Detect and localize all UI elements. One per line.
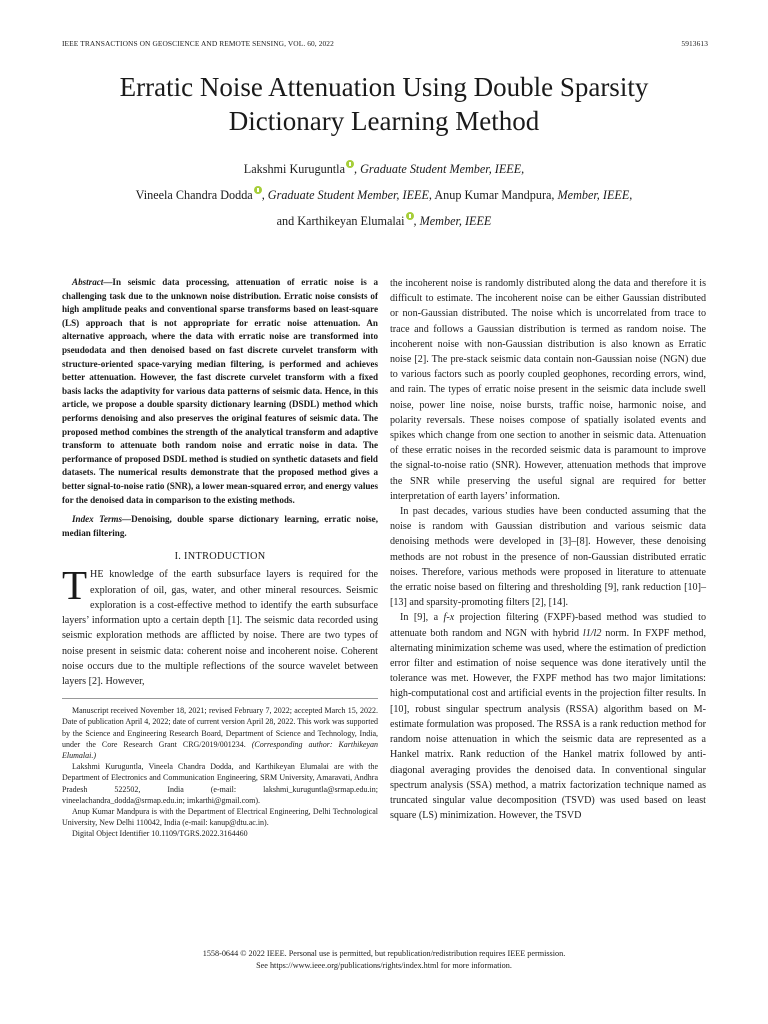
index-terms xyxy=(62,513,378,540)
abstract-text: —In seismic data processing, attenuation of erratic noise is a challenging task due to the unknown noise distribution. Erratic noise consists of high amplitude peaks and conventional sparse transforms based on least-square (LS) approach that is not appropriate for erratic noise attenuation. An alternative approach, where the data with erratic noise are transformed into pseudodata and then denoised based on fast discrete curvelet transform with structure-oriented space-varying median filtering, is performed and achieves better attenuation. However, the fast discrete curvelet transform with a fixed basis lacks the adaptivity for various data patterns of seismic data. Hence, in this article, we propose a double sparsity dictionary learning (DSDL) method which performs denoising and also preserves the original features of seismic data. The proposed method combines the strength of the analytical transform and adaptive transform to attenuate both random noise and erratic noise in data. The performance of proposed DSDL method is studied on synthetic datasets and field datasets. The numerical results demonstrate that the proposed method gives a better signal-to-noise ratio (SNR), a lower mean-squared error, and energy values for the denoised data in comparison to the existing methods. xyxy=(62,277,378,505)
right-column xyxy=(390,276,706,823)
body-paragraph: In [9], a f-x projection filtering (FXPF)-based method was studied to attenuate both random and NGN with hybrid l1/l2 norm. In FXPF method, alternating minimization scheme was used, where the estimation of prediction error filter and estimation of noise sequence was done iteratively until the tolerance was met. However, the FXPF method has two major limitations: high-computational cost and artificial events in the projection filter results. In [10], robust singular spectrum analysis (RSSA) algorithm based on M-estimate formulation was proposed. The RSSA is a rank reduction method for random noise attenuation in which the seismic data are represented as a Hankel matrix. Rank reduction of the Hankel matrix followed by anti-diagonal averaging provides the denoised data. In conventional singular spectrum analysis (SSA) method, a matrix factorization technique named as truncated singular value decomposition (TSVD) was used based on least square (LS) minimization. However, the TSVD xyxy=(390,612,706,822)
footnote-affiliation: Lakshmi Kuruguntla, Vineela Chandra Dodda, and Karthikeyan Elumalai are with the Department of Electronics and Communication Engineering, SRM University, Amaravati, Andhra Pradesh 522502, India (e-mail: lakshmi_kuruguntla@srmap.edu.in; vineelachandra_dodda@srmap.edu.in; imkarthi@gmail.com). xyxy=(62,762,378,805)
author-name: and Karthikeyan Elumalai xyxy=(276,214,405,228)
abstract xyxy=(62,276,378,507)
intro-text: HE knowledge of the earth subsurface layers is required for the exploration of oil, gas, water, and other mineral resources. Seismic exploration is a cost-effective method to identify the earth subsurface layers’ information upto a certain depth [1]. The seismic data recorded using seismic exploration methods are afflicted by noise. There are two types of noise present in seismic data: coherent noise and incoherent noise. Coherent noise occurs due to the multiple reflections of the source wavelet between layers [2]. However, xyxy=(62,569,378,687)
math-norm: l1/l2 xyxy=(582,627,602,639)
abstract-lead: Abstract xyxy=(72,277,104,287)
author-line-1 xyxy=(0,156,768,182)
author-membership: , Graduate Student Member, IEEE, xyxy=(353,162,525,176)
author-line-2 xyxy=(0,182,768,208)
author-membership: , Member, IEEE xyxy=(413,214,492,228)
section-heading: I. INTRODUCTION xyxy=(174,551,266,563)
body-paragraph: the incoherent noise is randomly distributed along the data and therefore it is difficult to estimate. The incoherent noise can be either Gaussian distributed or non-Gaussian distributed. The noise which is uncorrelated from trace to trace and follows a Gaussian distribution is termed as random noise. The incoherent noise with non-Gaussian distribution is also known as Erratic noise [2]. The pre-stack seismic data contain non-Gaussian noise (NGN) due to various factors such as poorly coupled geophones, recording errors, wind, and rain. The types of erratic noise present in the seismic data include swell noise, power line noise, noise bursts, traffic noise, harmonic noise, and polarity reversals. These noises compose of spatially isolated events and spikes which change from one section to another in seismic data. Attenuation of these erratic noises in the recorded seismic data is paramount to improve the signal-to-noise ratio (SNR). However, attenuation methods that improve the SNR while preserving the useful signal are required for better interpretation of earth layers’ information. xyxy=(390,278,706,502)
left-column xyxy=(62,276,378,840)
author-block xyxy=(0,156,768,234)
author-membership: Member, IEEE, xyxy=(554,188,633,202)
author-name: Anup Kumar Mandpura, xyxy=(431,188,555,202)
footnote-manuscript: Manuscript received November 18, 2021; revised February 7, 2022; accepted March 15, 2022. Date of publication April 4, 2022; date of current version April 28, 2022. This work was supported by the Science and Engineering Research Board, Department of Science and Technology, India, under the Core Research Grant CRG/2019/001234. (Corresponding author: Karthikeyan Elumalai.) xyxy=(62,706,378,760)
author-name: Vineela Chandra Dodda xyxy=(135,188,253,202)
copyright-line: 1558-0644 © 2022 IEEE. Personal use is permitted, but republication/redistribution requires IEEE permission. xyxy=(202,949,566,958)
paper-title xyxy=(0,70,768,138)
intro-paragraph xyxy=(62,562,378,689)
author-line-3 xyxy=(0,208,768,234)
rights-link-line: See https://www.ieee.org/publications/rights/index.html for more information. xyxy=(256,960,512,970)
title-line-2: Dictionary Learning Method xyxy=(228,106,540,136)
orcid-icon[interactable] xyxy=(406,212,414,220)
running-head xyxy=(62,39,708,48)
index-terms-lead: Index Terms xyxy=(72,514,123,525)
author-name: Lakshmi Kuruguntla xyxy=(243,162,345,176)
title-line-1: Erratic Noise Attenuation Using Double Sparsity xyxy=(119,72,649,102)
corresponding-author: (Corresponding author: Karthikeyan Elumalai.) xyxy=(62,739,378,760)
footnote-affiliation: Anup Kumar Mandpura is with the Department of Electrical Engineering, Delhi Technological University, New Delhi 110042, India (e-mail: kanup@dtu.ac.in). xyxy=(62,806,378,828)
orcid-icon[interactable] xyxy=(254,186,262,194)
index-terms-text: —Denoising, double sparse dictionary learning, erratic noise, median filtering. xyxy=(62,514,378,538)
body-paragraph: In past decades, various studies have been conducted assuming that the noise is random with Gaussian distribution and various seismic data denoising methods were developed in [3]–[8]. However, these denoising methods are not robust in the presence of non-Gaussian distributed erratic noises. Therefore, various methods were proposed in literature to attenuate the erratic noise based on filtering and thresholding [9], rank reduction [10]–[13] and sparsity-promoting filters [2], [14]. xyxy=(390,506,706,609)
math-fx: f-x xyxy=(443,612,455,624)
footnotes xyxy=(62,698,378,839)
article-number: 5913613 xyxy=(681,39,708,48)
drop-cap: T xyxy=(62,562,88,609)
journal-name: IEEE TRANSACTIONS ON GEOSCIENCE AND REMOTE SENSING, VOL. 60, 2022 xyxy=(62,39,334,48)
footnote-doi: Digital Object Identifier 10.1109/TGRS.2022.3164460 xyxy=(72,829,248,839)
orcid-icon[interactable] xyxy=(346,160,354,168)
copyright-footer xyxy=(0,948,768,971)
author-membership: , Graduate Student Member, IEEE, xyxy=(261,188,432,202)
